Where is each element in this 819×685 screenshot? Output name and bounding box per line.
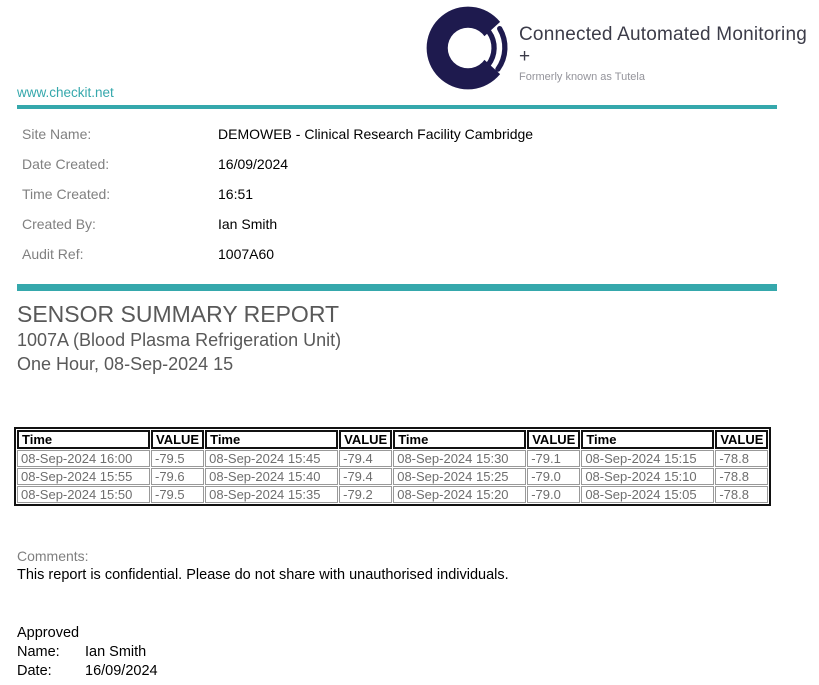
meta-row-time-created [22, 179, 777, 209]
report-title: SENSOR SUMMARY REPORT [17, 301, 340, 327]
website-link[interactable]: www.checkit.net [17, 85, 114, 100]
report-subtitle: 1007A (Blood Plasma Refrigeration Unit) [17, 330, 342, 350]
brand-title: Connected Automated Monitoring + [519, 23, 808, 67]
cell-time: 08-Sep-2024 15:55 [17, 468, 150, 485]
meta-row-audit-ref [22, 239, 777, 269]
meta-value: Ian Smith [218, 216, 278, 232]
table-row [17, 450, 768, 467]
cell-time: 08-Sep-2024 15:25 [393, 468, 526, 485]
cell-time: 08-Sep-2024 16:00 [17, 450, 150, 467]
cell-value: -79.1 [527, 450, 580, 467]
report-titles [17, 300, 777, 376]
meta-row-created-by [22, 209, 777, 239]
cell-value: -79.4 [339, 468, 392, 485]
approval-date-label: Date: [17, 663, 52, 679]
approval-name-row [17, 643, 777, 662]
brand-header [424, 4, 819, 92]
col-header-value: VALUE [339, 430, 392, 449]
comments-text: This report is confidential. Please do not share with unauthorised individuals. [17, 567, 509, 583]
meta-label: Created By: [22, 216, 96, 232]
cell-time: 08-Sep-2024 15:15 [581, 450, 714, 467]
meta-label: Date Created: [22, 156, 110, 172]
approval-section [17, 624, 777, 681]
table-row [17, 486, 768, 503]
cell-value: -78.8 [715, 468, 768, 485]
brand-subtitle: Formerly known as Tutela [519, 70, 645, 83]
col-header-value: VALUE [715, 430, 768, 449]
cell-time: 08-Sep-2024 15:50 [17, 486, 150, 503]
brand-text [519, 14, 819, 83]
header-divider [17, 105, 777, 109]
col-header-time: Time [17, 430, 150, 449]
cam-logo-icon [424, 4, 512, 92]
cell-value: -79.4 [339, 450, 392, 467]
comments-label: Comments: [17, 548, 89, 564]
meta-label: Audit Ref: [22, 246, 84, 262]
section-divider [17, 284, 777, 291]
col-header-value: VALUE [151, 430, 204, 449]
cell-time: 08-Sep-2024 15:40 [205, 468, 338, 485]
cell-time: 08-Sep-2024 15:30 [393, 450, 526, 467]
meta-label: Site Name: [22, 126, 92, 142]
meta-label: Time Created: [22, 186, 111, 202]
comments-section [17, 547, 777, 585]
approval-title: Approved [17, 625, 80, 641]
meta-row-site-name [22, 119, 777, 149]
cell-time: 08-Sep-2024 15:05 [581, 486, 714, 503]
approval-name-label: Name: [17, 644, 60, 660]
cell-value: -78.8 [715, 486, 768, 503]
approval-name-value: Ian Smith [85, 644, 147, 660]
cell-value: -79.5 [151, 450, 204, 467]
table-row [17, 468, 768, 485]
table-header-row [17, 430, 768, 449]
report-period: One Hour, 08-Sep-2024 15 [17, 354, 234, 374]
meta-row-date-created [22, 149, 777, 179]
col-header-time: Time [393, 430, 526, 449]
sensor-table-wrap [14, 427, 777, 506]
meta-value: 16:51 [218, 186, 254, 202]
col-header-time: Time [581, 430, 714, 449]
approval-date-value: 16/09/2024 [85, 663, 158, 679]
report-metadata [17, 119, 777, 269]
report-content [17, 84, 777, 681]
cell-value: -79.5 [151, 486, 204, 503]
meta-value: DEMOWEB - Clinical Research Facility Cambridge [218, 126, 534, 142]
meta-value: 16/09/2024 [218, 156, 289, 172]
cell-value: -78.8 [715, 450, 768, 467]
cell-value: -79.0 [527, 486, 580, 503]
cell-value: -79.2 [339, 486, 392, 503]
cell-value: -79.6 [151, 468, 204, 485]
cell-time: 08-Sep-2024 15:35 [205, 486, 338, 503]
cell-time: 08-Sep-2024 15:45 [205, 450, 338, 467]
cell-time: 08-Sep-2024 15:20 [393, 486, 526, 503]
cell-time: 08-Sep-2024 15:10 [581, 468, 714, 485]
cell-value: -79.0 [527, 468, 580, 485]
meta-value: 1007A60 [218, 246, 275, 262]
sensor-summary-table [14, 427, 771, 506]
approval-date-row [17, 662, 777, 681]
col-header-value: VALUE [527, 430, 580, 449]
col-header-time: Time [205, 430, 338, 449]
